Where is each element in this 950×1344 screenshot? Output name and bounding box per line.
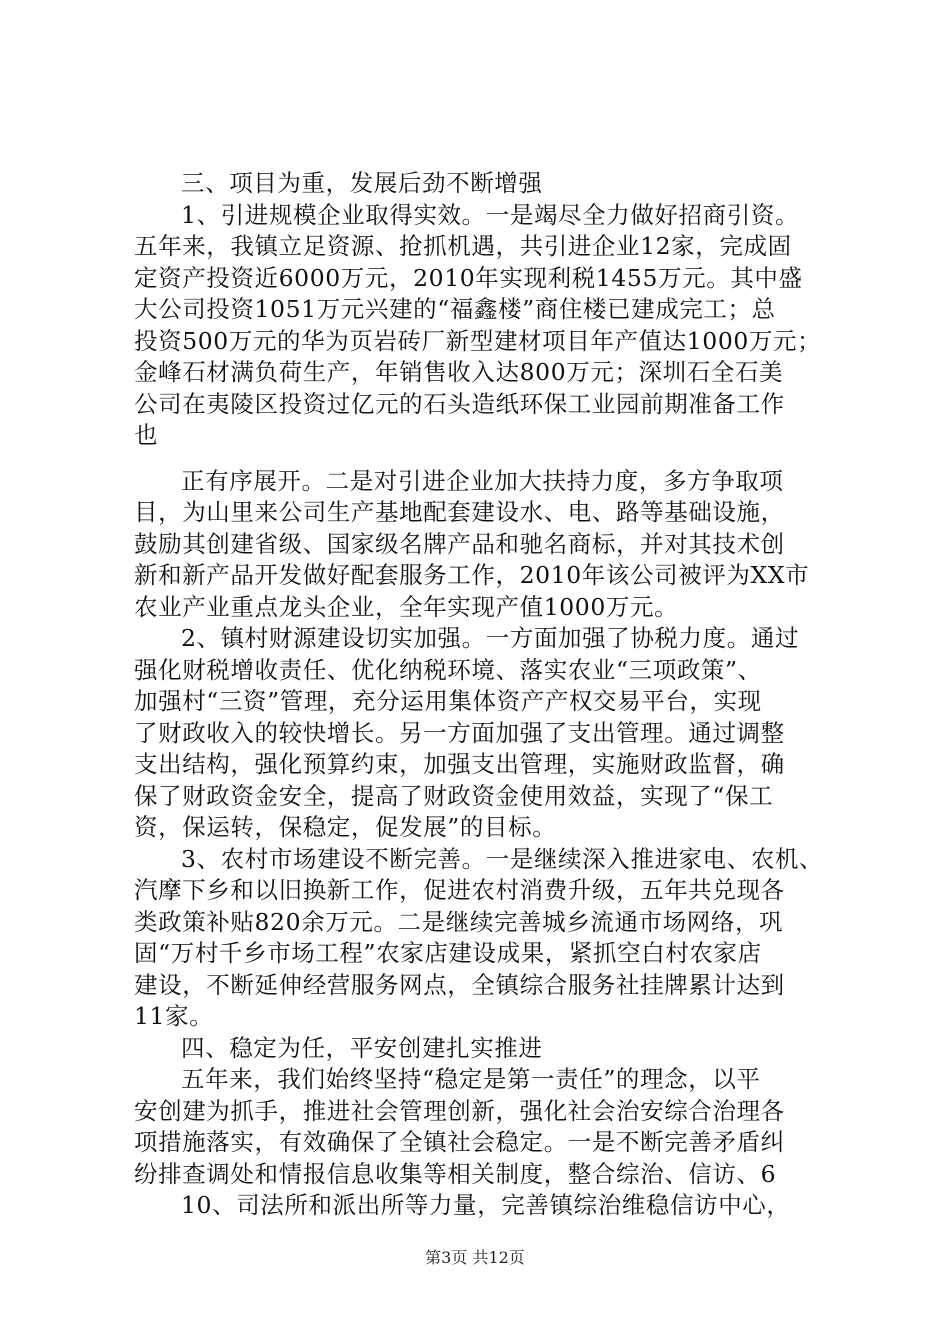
paragraph-line: 强化财税增收责任、优化纳税环境、落实农业“三项政策”、 — [134, 655, 762, 684]
section-heading: 四、稳定为任，平安创建扎实推进 — [181, 1033, 543, 1062]
paragraph-line: 加强村“三资”管理，充分运用集体资产产权交易平台，实现 — [134, 687, 762, 715]
paragraph-line: 项措施落实，有效确保了全镇社会稳定。一是不断完善矛盾纠 — [134, 1128, 785, 1156]
paragraph-line: 了财政收入的较快增长。另一方面加强了支出管理。通过调整 — [134, 718, 785, 747]
paragraph-gap — [134, 452, 834, 466]
paragraph-line: 10、司法所和派出所等力量，完善镇综治维稳信访中心， — [181, 1191, 791, 1219]
paragraph-line: 五年来，我镇立足资源、抢抓机遇，共引进企业12家，完成固 — [134, 232, 792, 260]
paragraph-line: 农业产业重点龙头企业，全年实现产值1000万元。 — [134, 592, 679, 621]
paragraph-line: 新和新产品开发做好配套服务工作，2010年该公司被评为XX市 — [134, 561, 810, 589]
paragraph-line: 2、镇村财源建设切实加强。一方面加强了协税力度。通过 — [181, 624, 800, 652]
page-number: 第3页 共12页 — [425, 1248, 525, 1267]
paragraph-line: 固“万村千乡市场工程”农家店建设成果，紧抓空白村农家店 — [134, 939, 762, 967]
paragraph-line: 正有序展开。二是对引进企业加大扶持力度，多方争取项 — [181, 466, 784, 495]
body-text — [134, 168, 834, 1222]
paragraph-line: 类政策补贴820余万元。二是继续完善城乡流通市场网络，巩 — [134, 907, 784, 936]
paragraph-line: 纷排查调处和情报信息收集等相关制度，整合综治、信访、6 — [134, 1159, 777, 1188]
paragraph-line: 金峰石材满负荷生产，年销售收入达800万元；深圳石全石美 — [134, 358, 784, 386]
paragraph-line: 1、引进规模企业取得实效。一是竭尽全力做好招商引资。 — [181, 200, 800, 229]
paragraph-line: 汽摩下乡和以旧换新工作，促进农村消费升级，五年共兑现各 — [134, 876, 785, 904]
paragraph-line: 目，为山里来公司生产基地配套建设水、电、路等基础设施， — [134, 498, 785, 526]
paragraph-line: 3、农村市场建设不断完善。一是继续深入推进家电、农机、 — [181, 844, 824, 873]
paragraph-line: 定资产投资近6000万元，2010年实现利税1455万元。其中盛 — [134, 263, 803, 292]
section-heading: 三、项目为重，发展后劲不断增强 — [181, 169, 543, 197]
paragraph-line: 公司在夷陵区投资过亿元的石头造纸环保工业园前期准备工作 — [134, 389, 785, 418]
paragraph-line: 五年来，我们始终坚持“稳定是第一责任”的理念，以平 — [181, 1065, 761, 1093]
paragraph-line: 投资500万元的华为页岩砖厂新型建材项目年产值达1000万元； — [134, 326, 822, 355]
paragraph-line: 建设，不断延伸经营服务网点，全镇综合服务社挂牌累计达到 — [134, 970, 785, 999]
paragraph-line: 大公司投资1051万元兴建的“福鑫楼”商住楼已建成完工；总 — [134, 295, 776, 323]
paragraph-line: 保了财政资金安全，提高了财政资金使用效益，实现了“保工 — [134, 781, 774, 810]
paragraph-line: 资，保运转，保稳定，促发展”的目标。 — [134, 813, 557, 841]
paragraph-line: 也 — [134, 421, 159, 449]
page-footer — [0, 1245, 950, 1268]
paragraph-line: 支出结构，强化预算约束，加强支出管理，实施财政监督，确 — [134, 750, 785, 778]
paragraph-line: 11家。 — [134, 1002, 214, 1030]
paragraph-line: 鼓励其创建省级、国家级名牌产品和驰名商标，并对其技术创 — [134, 529, 785, 558]
paragraph-line: 安创建为抓手，推进社会管理创新，强化社会治安综合治理各 — [134, 1096, 785, 1125]
